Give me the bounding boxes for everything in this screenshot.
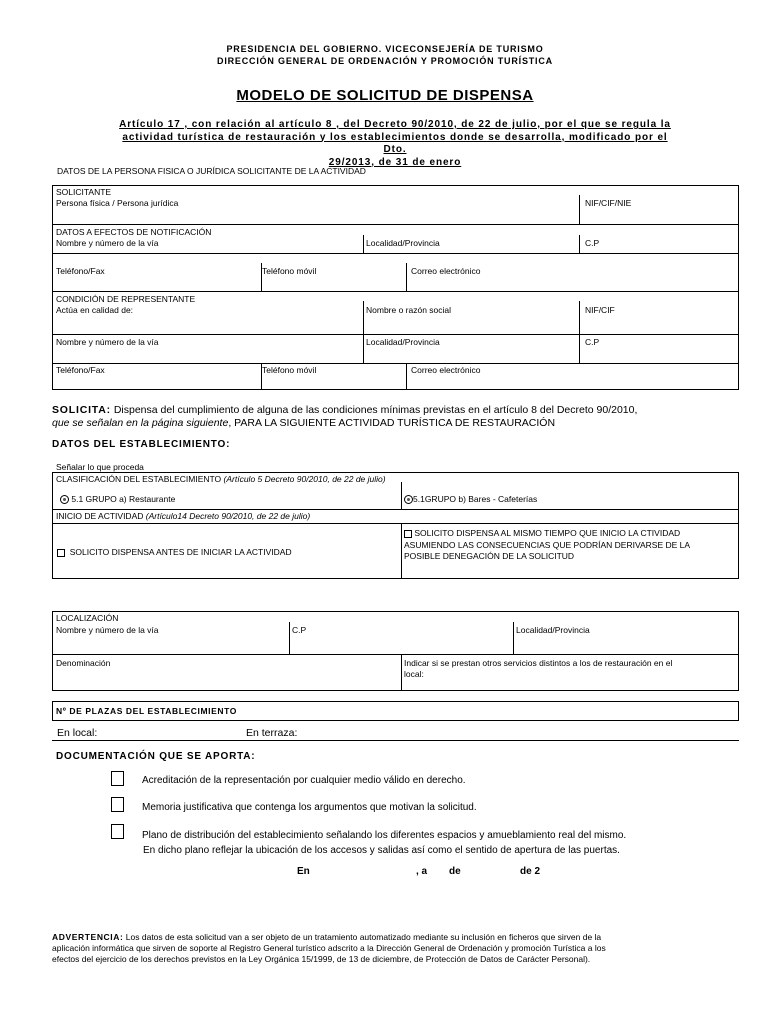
- warning-text1: Los datos de esta solicitud van a ser objeto de un tratamiento automatizado mediante su inclusión en ficheros que sirven de la: [123, 932, 602, 942]
- email-field[interactable]: Correo electrónico: [411, 266, 481, 276]
- group-b-option[interactable]: [404, 494, 537, 504]
- article-line2: actividad turística de restauración y los establecimientos donde se desarrolla, modificado por el Dto.: [122, 131, 668, 155]
- seats-local-field[interactable]: En local:: [57, 727, 98, 739]
- warning-text2: aplicación informática que sirven de soporte al Registro General turístico adscrito a la Dirección General de Ordenación y promoción Turística a los: [52, 943, 606, 953]
- same-time-line1: SOLICITO DISPENSA AL MISMO TIEMPO QUE INICIO LA CTIVIDAD: [414, 528, 681, 538]
- applicant-section-title: DATOS DE LA PERSONA FISICA O JURÍDICA SOLICITANTE DE LA ACTIVIDAD: [57, 166, 366, 176]
- doc1-label: Acreditación de la representación por cualquier medio válido en derecho.: [142, 775, 466, 786]
- repr-email-field[interactable]: Correo electrónico: [411, 365, 481, 375]
- warning-label: ADVERTENCIA:: [52, 932, 124, 942]
- doc3-line2: En dicho plano reflejar la ubicación de los accesos y salidas así como el sentido de apertura de las puertas.: [143, 845, 620, 856]
- same-time-line2: ASUMIENDO LAS CONSECUENCIAS QUE PODRÍAN DERIVARSE DE LA: [404, 539, 691, 550]
- doc2-checkbox[interactable]: [111, 797, 124, 812]
- same-time-checkbox[interactable]: [404, 530, 412, 538]
- solicita-text1: Dispensa del cumplimiento de alguna de las condiciones mínimas previstas en el artículo 8 del Decreto 90/2010,: [110, 404, 638, 416]
- solicita-paragraph: [52, 404, 742, 430]
- capacity-field[interactable]: Actúa en calidad de:: [56, 305, 134, 315]
- same-time-line3: POSIBLE DENEGACIÓN DE LA SOLICITUD: [404, 551, 575, 561]
- before-start-label: SOLICITO DISPENSA ANTES DE INICIAR LA ACTIVIDAD: [69, 547, 292, 557]
- repr-mobile-field[interactable]: Teléfono móvil: [262, 365, 317, 375]
- documentation-title: DOCUMENTACIÓN QUE SE APORTA:: [56, 751, 256, 762]
- classification-text: CLASIFICACIÓN DEL ESTABLECIMIENTO: [56, 474, 224, 484]
- repr-locality-field[interactable]: Localidad/Provincia: [366, 337, 440, 347]
- denomination-field[interactable]: Denominación: [56, 658, 111, 668]
- header-line2: DIRECCIÓN GENERAL DE ORDENACIÓN Y PROMOCIÓN TURÍSTICA: [217, 56, 553, 66]
- establishment-title: DATOS DEL ESTABLECIMIENTO:: [52, 439, 231, 450]
- classification-ref: (Artículo 5 Decreto 90/2010, de 22 de julio): [223, 474, 386, 484]
- repr-nif-field[interactable]: NIF/CIF: [585, 305, 615, 315]
- other-services-line1: Indicar si se prestan otros servicios distintos a los de restauración en el: [404, 658, 673, 668]
- establishment-table: [52, 472, 739, 579]
- other-services-field[interactable]: [404, 658, 672, 680]
- repr-street-field[interactable]: Nombre y número de la vía: [56, 337, 159, 347]
- article-line1: Artículo 17 , con relación al artículo 8 , del Decreto 90/2010, de 22 de julio, por el que se regula la: [119, 119, 671, 130]
- article-line3: 29/2013, de 31 de enero: [328, 156, 462, 168]
- group-a-option[interactable]: [60, 494, 175, 504]
- representative-title: CONDICIÓN DE REPRESENTANTE: [56, 294, 196, 304]
- seats-terrace-field[interactable]: En terraza:: [246, 727, 298, 739]
- notification-title: DATOS A EFECTOS DE NOTIFICACIÓN: [56, 227, 212, 237]
- solicita-label: SOLICITA:: [52, 404, 111, 416]
- company-name-field[interactable]: Nombre o razón social: [366, 305, 452, 315]
- solicita-text2: , PARA LA SIGUIENTE ACTIVIDAD TURÍSTICA DE RESTAURACIÓN: [228, 417, 556, 429]
- same-time-option[interactable]: [404, 528, 690, 563]
- repr-phone-fax-field[interactable]: Teléfono/Fax: [56, 365, 105, 375]
- street-field[interactable]: Nombre y número de la vía: [56, 238, 159, 248]
- location-postal-code-field[interactable]: C.P: [292, 625, 307, 635]
- location-locality-field[interactable]: Localidad/Provincia: [516, 625, 590, 635]
- warning-paragraph: [52, 932, 752, 965]
- mobile-field[interactable]: Teléfono móvil: [262, 266, 317, 276]
- before-start-checkbox[interactable]: [57, 549, 65, 557]
- doc1-checkbox[interactable]: [111, 771, 124, 786]
- page-title: MODELO DE SOLICITUD DE DISPENSA: [236, 87, 534, 104]
- start-activity-label: [56, 511, 310, 521]
- group-b-radio[interactable]: [404, 495, 413, 504]
- location-street-field[interactable]: Nombre y número de la vía: [56, 625, 159, 635]
- doc3-checkbox[interactable]: [111, 824, 124, 839]
- start-activity-ref: (Artículo14 Decreto 90/2010, de 22 de julio): [145, 511, 311, 521]
- select-hint: Señalar lo que proceda: [56, 462, 144, 472]
- classification-label: [56, 474, 386, 484]
- header-line1: PRESIDENCIA DEL GOBIERNO. VICECONSEJERÍA DE TURISMO: [226, 44, 544, 54]
- solicitante-label: SOLICITANTE: [56, 187, 112, 197]
- doc3-line1: Plano de distribución del establecimiento señalando los diferentes espacios y amueblamiento real del mismo.: [142, 830, 627, 841]
- warning-text3: efectos del ejercicio de los derechos previstos en la Ley Orgánica 15/1999, de 13 de diciembre, de Protección de Datos de Carácter Personal).: [52, 954, 591, 964]
- nif-cif-nie-field[interactable]: NIF/CIF/NIE: [585, 198, 632, 208]
- signature-day-label: , a: [416, 866, 428, 877]
- doc3-label: [142, 828, 626, 858]
- signature-place-label: En: [297, 866, 310, 877]
- location-title: LOCALIZACIÓN: [56, 613, 119, 623]
- repr-postal-code-field[interactable]: C.P: [585, 337, 600, 347]
- signature-month-label: de: [449, 866, 461, 877]
- start-activity-text: INICIO DE ACTIVIDAD: [56, 511, 146, 521]
- group-a-radio[interactable]: [60, 495, 69, 504]
- seats-title: Nº DE PLAZAS DEL ESTABLECIMIENTO: [56, 706, 237, 716]
- group-b-label: 5.1GRUPO b) Bares - Cafeterías: [413, 494, 538, 504]
- doc2-label: Memoria justificativa que contenga los argumentos que motivan la solicitud.: [142, 802, 477, 813]
- phone-fax-field[interactable]: Teléfono/Fax: [56, 266, 105, 276]
- other-services-line2: local:: [404, 669, 424, 679]
- locality-field[interactable]: Localidad/Provincia: [366, 238, 440, 248]
- article-reference: [110, 119, 680, 169]
- before-start-option[interactable]: [57, 547, 292, 557]
- group-a-label: 5.1 GRUPO a) Restaurante: [71, 494, 176, 504]
- applicant-table: [52, 185, 739, 390]
- persona-field[interactable]: Persona física / Persona jurídica: [56, 198, 179, 208]
- postal-code-field[interactable]: C.P: [585, 238, 600, 248]
- signature-year-label: de 2: [520, 866, 541, 877]
- solicita-text2-italic: que se señalan en la página siguiente: [52, 417, 229, 429]
